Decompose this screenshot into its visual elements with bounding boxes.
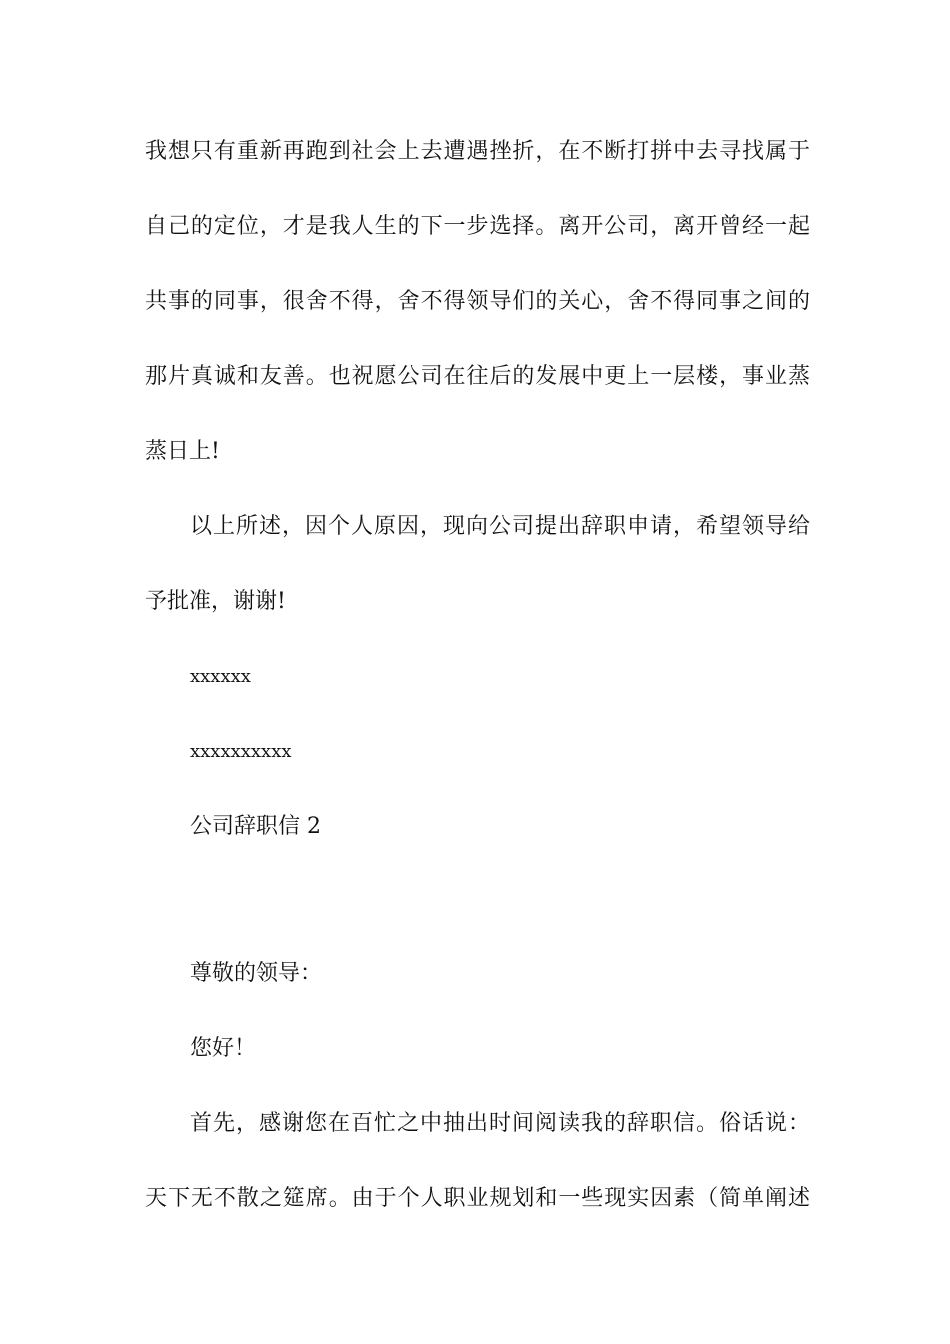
paragraph-line: 蒸日上!: [145, 439, 220, 464]
paragraph-line: 我想只有重新再跑到社会上去遭遇挫折，在不断打拼中去寻找属于: [145, 139, 810, 164]
paragraph-line: 首先，感谢您在百忙之中抽出时间阅读我的辞职信。俗话说：: [190, 1111, 810, 1136]
paragraph-line: 以上所述，因个人原因，现向公司提出辞职申请，希望领导给: [190, 514, 810, 539]
signature-name: xxxxxx: [190, 666, 251, 687]
paragraph-line: 自己的定位，才是我人生的下一步选择。离开公司，离开曾经一起: [145, 214, 810, 239]
paragraph-line: 天下无不散之筵席。由于个人职业规划和一些现实因素（简单阐述: [145, 1186, 810, 1211]
letter-title: 公司辞职信 2: [190, 814, 321, 839]
paragraph-line: 共事的同事，很舍不得，舍不得领导们的关心，舍不得同事之间的: [145, 289, 810, 314]
greeting: 您好！: [190, 1036, 257, 1061]
paragraph-line: 那片真诚和友善。也祝愿公司在往后的发展中更上一层楼，事业蒸: [145, 364, 810, 389]
salutation: 尊敬的领导：: [190, 961, 323, 986]
signature-date: xxxxxxxxxx: [190, 741, 292, 762]
paragraph-line: 予批准，谢谢!: [145, 589, 286, 614]
